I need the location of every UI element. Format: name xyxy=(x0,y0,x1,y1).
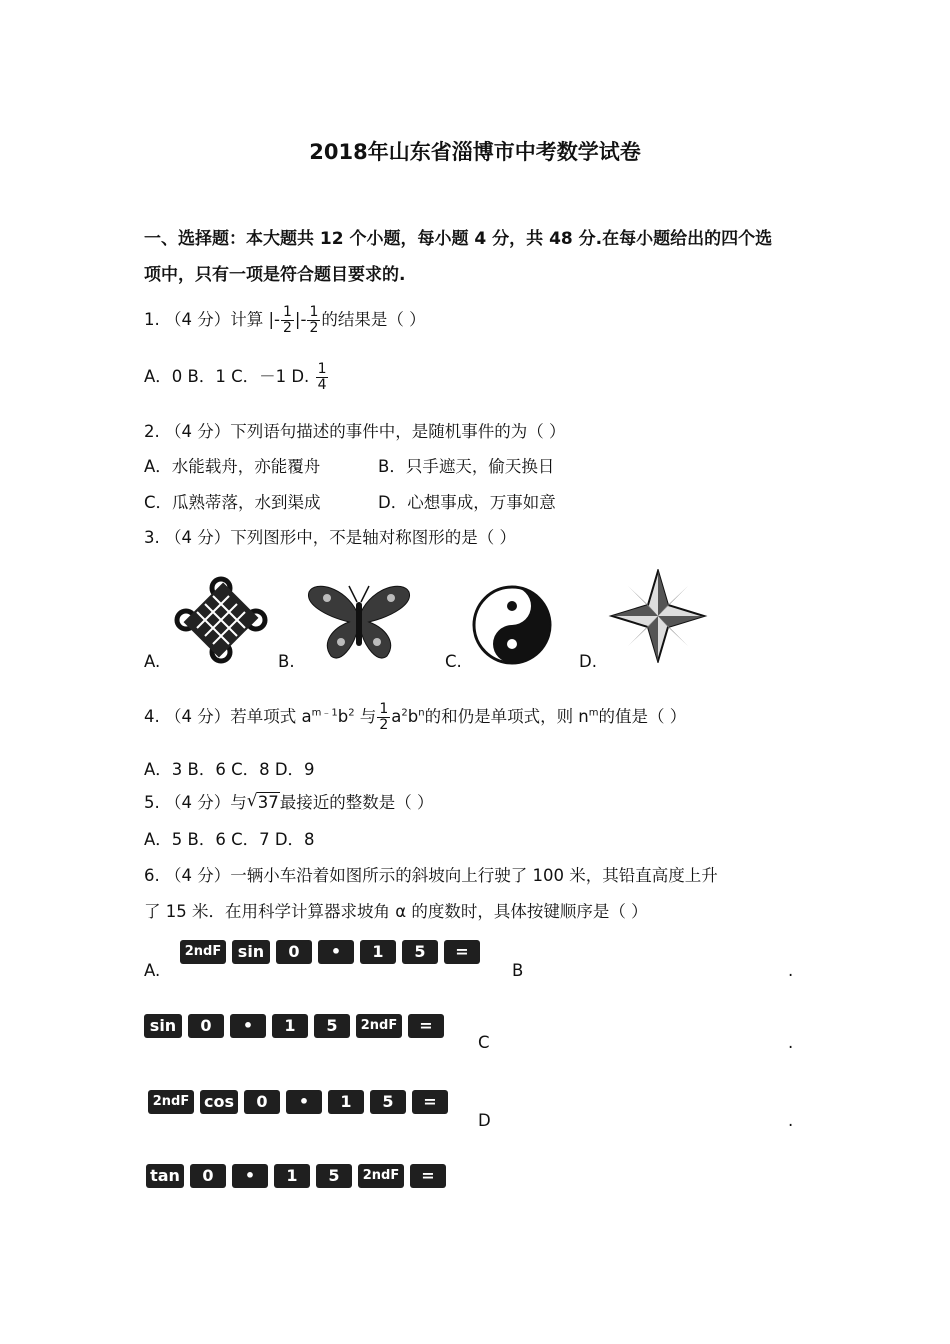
key-dot: • xyxy=(318,940,354,964)
q6-label-d: D xyxy=(478,1111,491,1130)
q5-options: A．5 B．6 C．7 D．8 xyxy=(144,830,315,849)
section-heading-line2: 项中，只有一项是符合题目要求的. xyxy=(144,265,406,285)
compass-star-figure xyxy=(608,569,708,663)
key-sin: sin xyxy=(232,940,270,964)
q6-label-b: B xyxy=(512,961,524,980)
key-0: 0 xyxy=(276,940,312,964)
question-3: 3. （4 分）下列图形中，不是轴对称图形的是（ ） xyxy=(144,528,516,547)
q1-fraction-2: $\frac{1}{2}$ xyxy=(309,304,319,336)
q2-option-a: A．水能载舟，亦能覆舟 xyxy=(144,457,321,476)
q6-keys-a xyxy=(180,940,480,964)
key-0: 0 xyxy=(190,1164,226,1188)
q6-keys-d xyxy=(146,1164,446,1188)
key-1: 1 xyxy=(328,1090,364,1114)
question-4: 4. （4 分）若单项式 $a^{m﹣1}b^2$ 与 $\frac{1}{2}$ $a^2b^n$的和仍是单项式，则 $n^m$的值是（ ） xyxy=(144,701,687,733)
key-2ndf: 2ndF xyxy=(180,940,226,964)
question-5: 5. （4 分）与 √ 37最接近的整数是（ ） xyxy=(144,791,434,812)
key-2ndf: 2ndF xyxy=(358,1164,404,1188)
q3-label-d: D. xyxy=(579,652,597,671)
key-5: 5 xyxy=(370,1090,406,1114)
key-equals: = xyxy=(444,940,480,964)
q6-dot-c: . xyxy=(788,1033,794,1052)
key-5: 5 xyxy=(316,1164,352,1188)
key-sin: sin xyxy=(144,1014,182,1038)
yin-yang-figure xyxy=(471,584,553,666)
key-5: 5 xyxy=(314,1014,350,1038)
sqrt-37: √ 37 xyxy=(246,791,279,812)
q6-keys-c xyxy=(148,1090,448,1114)
question-2: 2. （4 分）下列语句描述的事件中，是随机事件的为（ ） xyxy=(144,422,566,441)
q1-mid: |- xyxy=(294,310,307,329)
q6-dot-d: . xyxy=(788,1111,794,1130)
key-tan: tan xyxy=(146,1164,184,1188)
q6-label-a: A. xyxy=(144,961,161,980)
q1-fraction-1: $\frac{1}{2}$ xyxy=(283,304,292,336)
q1-suffix: 的结果是（ ） xyxy=(321,310,426,329)
q1-prefix: 1. （4 分）计算 |- xyxy=(144,310,280,329)
key-equals: = xyxy=(408,1014,444,1038)
key-0: 0 xyxy=(188,1014,224,1038)
butterfly-figure xyxy=(305,582,413,664)
q3-label-b: B. xyxy=(278,652,295,671)
key-1: 1 xyxy=(360,940,396,964)
key-1: 1 xyxy=(272,1014,308,1038)
q6-keys-b xyxy=(144,1014,444,1038)
q2-option-b: B．只手遮天，偷天换日 xyxy=(378,457,555,476)
key-equals: = xyxy=(410,1164,446,1188)
key-2ndf: 2ndF xyxy=(148,1090,194,1114)
key-dot: • xyxy=(230,1014,266,1038)
key-dot: • xyxy=(286,1090,322,1114)
key-cos: cos xyxy=(200,1090,238,1114)
key-equals: = xyxy=(412,1090,448,1114)
q1-option-d-fraction: $\frac{1}{4}$ xyxy=(317,361,327,393)
q3-label-a: A. xyxy=(144,652,161,671)
q3-label-c: C. xyxy=(445,652,462,671)
q6-label-c: C xyxy=(478,1033,490,1052)
question-1 xyxy=(144,305,426,336)
q6-dot-b: . xyxy=(788,961,794,980)
q2-option-d: D．心想事成，万事如意 xyxy=(378,493,556,512)
q2-option-c: C．瓜熟蒂落，水到渠成 xyxy=(144,493,321,512)
q1-options: A．0 B．1 C．－1 D. $\frac{1}{4}$ xyxy=(144,361,327,393)
key-dot: • xyxy=(232,1164,268,1188)
page-title: 2018年山东省淄博市中考数学试卷 xyxy=(309,140,641,164)
key-0: 0 xyxy=(244,1090,280,1114)
q4-fraction: $\frac{1}{2}$ xyxy=(379,701,389,733)
key-2ndf: 2ndF xyxy=(356,1014,402,1038)
chinese-knot-figure xyxy=(172,574,270,666)
q4-options: A．3 B．6 C．8 D．9 xyxy=(144,760,315,779)
key-1: 1 xyxy=(274,1164,310,1188)
key-5: 5 xyxy=(402,940,438,964)
section-heading-line1: 一、选择题：本大题共 12 个小题，每小题 4 分，共 48 分.在每小题给出的四个选 xyxy=(144,229,773,249)
question-6-line1: 6. （4 分）一辆小车沿着如图所示的斜坡向上行驶了 100 米，其铅直高度上升 xyxy=(144,866,718,885)
question-6-line2: 了 15 米．在用科学计算器求坡角 α 的度数时，具体按键顺序是（ ） xyxy=(144,902,648,921)
